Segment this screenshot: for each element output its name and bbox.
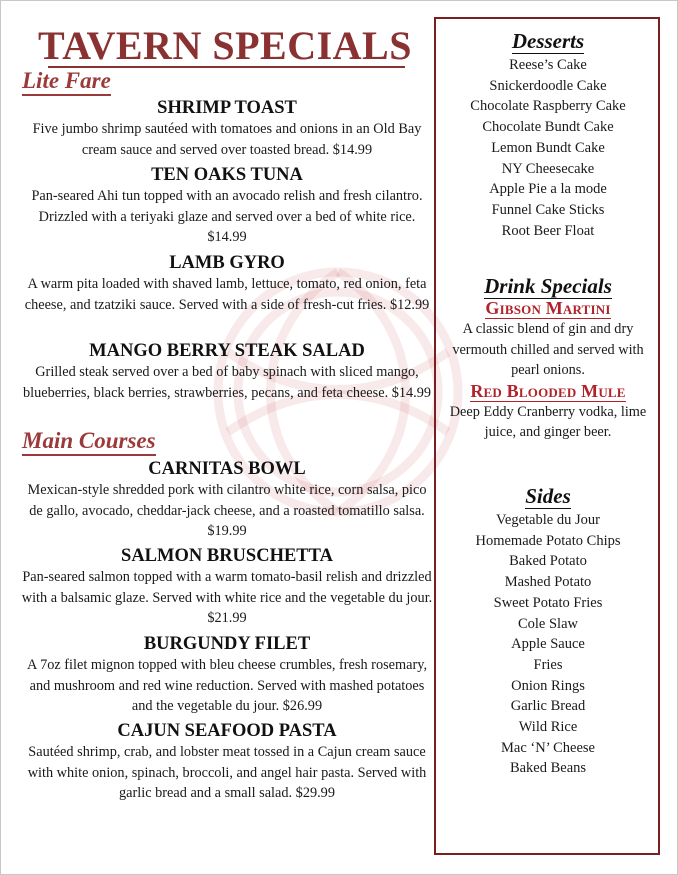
list-item: Baked Beans (509, 760, 587, 777)
list-item: Homemade Potato Chips (475, 532, 621, 549)
item-description: Pan-seared Ahi tun topped with an avocado relish and fresh cilantro. Drizzled with a teriyaki glaze and served over a bed of white rice. $14.99 (31, 188, 423, 245)
lite-fare-heading: Lite Fare (22, 68, 111, 94)
drink-specials-section (436, 274, 660, 443)
list-item: Apple Sauce (511, 636, 585, 653)
item-description: A 7oz filet mignon topped with bleu cheese crumbles, fresh rosemary, and mushroom and red wine reduction. Served with mashed potatoes and the vegetable du jour. $26.99 (26, 657, 428, 714)
sides-section (436, 484, 660, 779)
list-item: Vegetable du Jour (496, 512, 600, 528)
drink-description: Deep Eddy Cranberry vodka, lime juice, and ginger beer. (449, 403, 647, 440)
desserts-list (436, 55, 660, 241)
list-item: Mashed Potato (504, 574, 592, 591)
list-item: Wild Rice (518, 719, 578, 736)
item-description: Pan-seared salmon topped with a warm tomato-basil relish and drizzled with a balsamic glaze. Served with white rice and the vegetable du jour. $21.99 (21, 569, 433, 626)
list-item: Chocolate Raspberry Cake (470, 98, 626, 115)
page-title: TAVERN SPECIALS (38, 23, 412, 68)
list-item: Chocolate Bundt Cake (482, 119, 614, 136)
list-item: Baked Potato (509, 553, 587, 570)
item-name: CAJUN SEAFOOD PASTA (117, 721, 337, 741)
item-name: MANGO BERRY STEAK SALAD (89, 341, 365, 361)
lite-fare-item (20, 252, 434, 315)
lite-fare-item (20, 97, 434, 160)
item-name: SALMON BRUSCHETTA (121, 546, 333, 566)
main-courses-heading: Main Courses (22, 428, 156, 454)
list-item: NY Cheesecake (501, 160, 595, 177)
main-course-item (20, 720, 434, 804)
list-item: Root Beer Float (501, 222, 595, 239)
list-item: Apple Pie a la mode (489, 181, 607, 198)
sides-list (436, 510, 660, 779)
list-item: Garlic Bread (510, 698, 586, 715)
item-name: TEN OAKS TUNA (151, 165, 303, 185)
drink-name: Gibson Martini (485, 298, 611, 318)
list-item: Onion Rings (511, 677, 585, 694)
main-course-item (20, 633, 434, 717)
list-item: Funnel Cake Sticks (491, 201, 605, 218)
desserts-heading: Desserts (511, 29, 585, 53)
item-description: Sautéed shrimp, crab, and lobster meat tossed in a Cajun cream sauce with white onion, spinach, broccoli, and angel hair pasta. Served with garlic bread and a small salad. $29.99 (27, 744, 427, 801)
lite-fare-item (20, 340, 434, 403)
main-course-item (20, 545, 434, 629)
item-name: SHRIMP TOAST (157, 98, 297, 118)
list-item: Snickerdoodle Cake (489, 77, 607, 94)
main-course-item (20, 458, 434, 542)
item-name: CARNITAS BOWL (148, 459, 306, 479)
lite-fare-item (20, 164, 434, 248)
list-item: Reese’s Cake (509, 57, 587, 73)
item-description: Five jumbo shrimp sautéed with tomatoes and onions in an Old Bay cream sauce and served over toasted bread. $14.99 (32, 121, 422, 158)
list-item: Sweet Potato Fries (493, 594, 603, 611)
item-description: A warm pita loaded with shaved lamb, lettuce, tomato, red onion, feta cheese, and tzatziki sauce. Served with a side of fresh-cut fries. $12.99 (24, 276, 430, 313)
list-item: Mac ‘N’ Cheese (501, 739, 595, 756)
drink-description: A classic blend of gin and dry vermouth chilled and served with pearl onions. (452, 321, 644, 378)
desserts-section (436, 29, 660, 241)
list-item: Lemon Bundt Cake (491, 139, 605, 156)
item-description: Grilled steak served over a bed of baby spinach with sliced mango, blueberries, black berries, strawberries, pecans, and feta cheese. $14.99 (22, 364, 432, 401)
drink-specials-heading: Drink Specials (484, 274, 612, 298)
list-item: Cole Slaw (517, 615, 578, 632)
item-name: LAMB GYRO (169, 253, 285, 273)
item-name: BURGUNDY FILET (143, 634, 311, 654)
list-item: Fries (533, 656, 563, 673)
drink-name: Red Blooded Mule (470, 380, 626, 401)
item-description: Mexican-style shredded pork with cilantro white rice, corn salsa, pico de gallo, avocado, cheddar-jack cheese, and a roasted tomatillo salsa. $19.99 (27, 482, 427, 539)
sides-heading: Sides (525, 484, 571, 508)
